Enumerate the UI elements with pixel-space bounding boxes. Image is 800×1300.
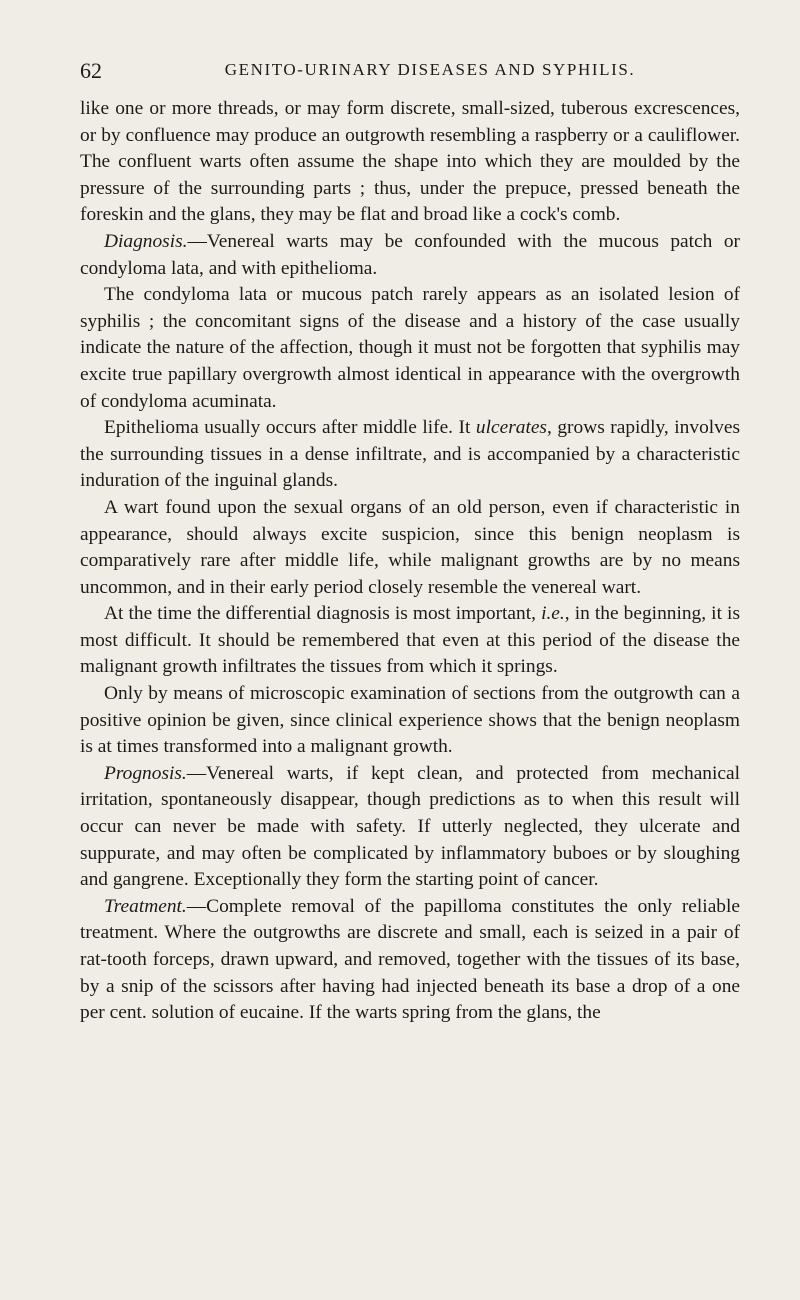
paragraph-text: At the time the differential diagnosis is most important, xyxy=(104,603,542,625)
section-heading-treatment: Treatment. xyxy=(104,895,187,917)
paragraph-text: Epithelioma usually occurs after middle life. It xyxy=(104,417,476,439)
paragraph-continued: like one or more threads, or may form discrete, small-sized, tuberous excrescences, or by confluence may produce an outgrowth resembling a raspberry or a cauliflower. The confluent warts often assume the shape into which they are moulded by the pressure of the surrounding parts ; thus, under the prepuce, pressed beneath the foreskin and the glans, they may be flat and broad like a cock's comb. xyxy=(80,98,740,226)
paragraph-epithelioma xyxy=(80,415,740,495)
emphasis-ulcerates: ulcerates xyxy=(475,417,547,439)
emphasis-ie: i.e. xyxy=(541,603,565,625)
page-number: 62 xyxy=(80,58,102,83)
paragraph-microscopic: Only by means of microscopic examination of sections from the outgrowth can a positive opinion be given, since clinical experience shows that the benign neoplasm is at times transformed into a malignant growth. xyxy=(80,683,740,758)
paragraph-condyloma: The condyloma lata or mucous patch rarely appears as an isolated lesion of syphilis ; the concomitant signs of the disease and a history of the case usually indicate the nature of the affection, though it must not be forgotten that syphilis may excite true papillary overgrowth almost identical in appearance with the overgrowth of condyloma acuminata. xyxy=(80,284,740,412)
paragraph-text: —Venereal warts may be confounded with the mucous patch or condyloma lata, and with epithelioma. xyxy=(80,230,740,279)
paragraph-text: —Venereal warts, if kept clean, and protected from mechanical irritation, spontaneously disappear, though predictions as to when this result will occur can never be made with safety. If utterly neglected, they ulcerate and suppurate, and may often be complicated by inflammatory buboes or by sloughing and gangrene. Exceptionally they form the starting point of cancer. xyxy=(80,762,740,891)
paragraph-diagnosis xyxy=(80,229,740,282)
page-header xyxy=(80,58,740,88)
paragraph-text: , in the beginning, it is most difficult. It should be remembered that even at this period of the disease the malignant growth infiltrates the tissues from which it springs. xyxy=(80,603,740,678)
paragraph-text: , grows rapidly, involves the surrounding tissues in a dense infiltrate, and is accompanied by a characteristic induration of the inguinal glands. xyxy=(80,417,740,492)
section-heading-prognosis: Prognosis. xyxy=(104,762,187,784)
paragraph-prognosis xyxy=(80,761,740,894)
paragraph-old-person-wart: A wart found upon the sexual organs of an old person, even if characteristic in appearance, should always excite suspicion, since this benign neoplasm is comparatively rare after middle life, while malignant growths are by no means uncommon, and in their early period closely resemble the venereal wart. xyxy=(80,496,740,598)
paragraph-treatment xyxy=(80,894,740,1027)
paragraph-differential xyxy=(80,601,740,681)
body-text xyxy=(80,96,740,1027)
running-title: GENITO-URINARY DISEASES AND SYPHILIS. xyxy=(224,60,636,79)
section-heading-diagnosis: Diagnosis. xyxy=(104,230,188,252)
paragraph-text: —Complete removal of the papilloma constitutes the only reliable treatment. Where the outgrowths are discrete and small, each is seized in a pair of rat-tooth forceps, drawn upward, and removed, together with the tissues of its base, by a snip of the scissors after having had injected beneath its base a drop of a one per cent. solution of eucaine. If the warts spring from the glans, the xyxy=(80,895,740,1024)
